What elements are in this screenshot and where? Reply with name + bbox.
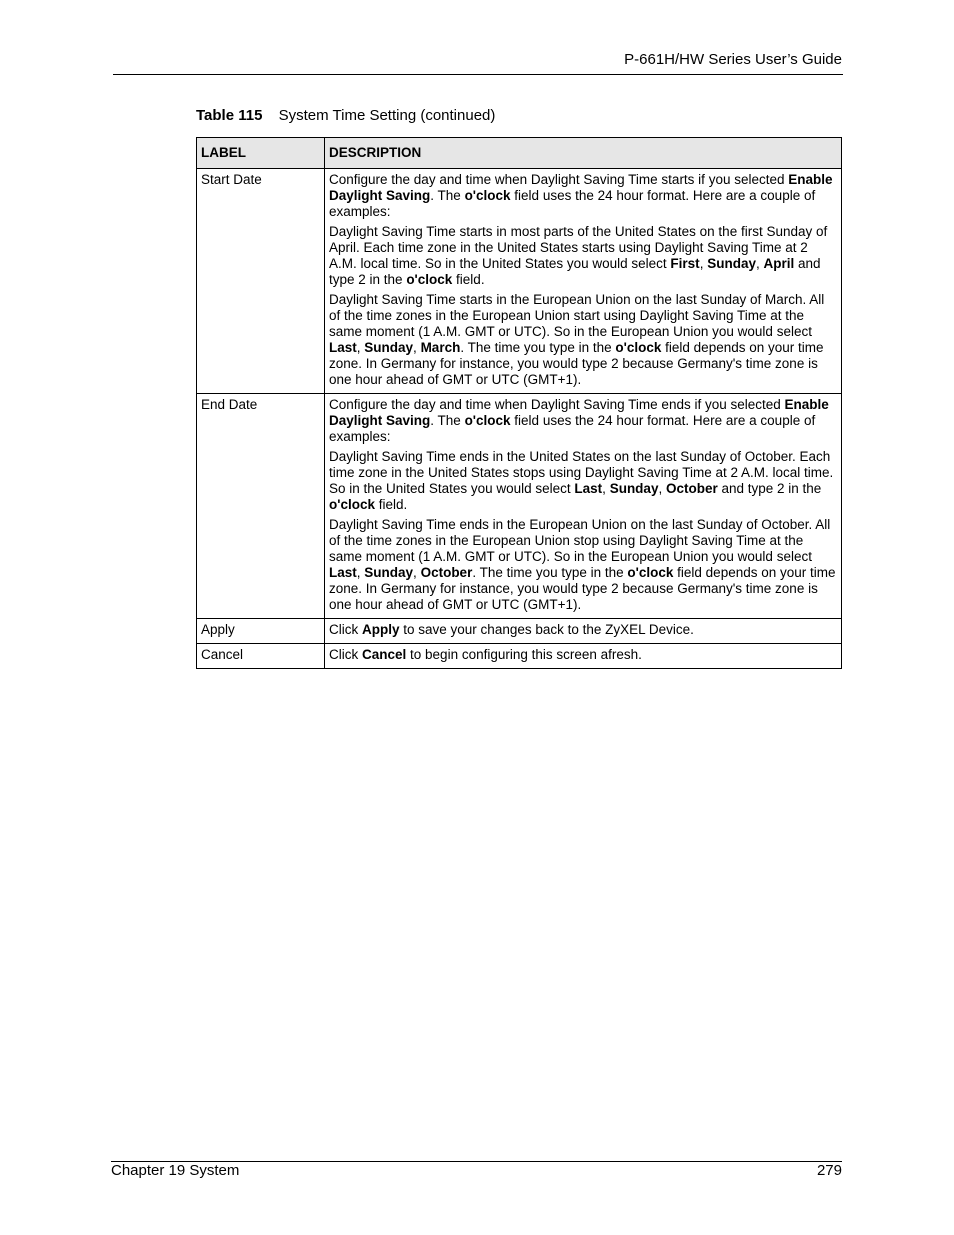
text-segment: Configure the day and time when Daylight Saving Time starts if you selected: [329, 172, 789, 187]
text-segment: field depends on your time zone. In Germany for instance, you would type 2 because Germany's time zone is one hour ahead of GMT or UTC (GMT+1).: [329, 340, 824, 387]
text-segment: Configure the day and time when Daylight Saving Time ends if you selected: [329, 397, 785, 412]
text-segment: field.: [452, 272, 485, 287]
description-paragraph: [329, 622, 837, 638]
text-segment: . The time you type in the: [472, 565, 628, 580]
bold-term: October: [665, 481, 718, 496]
row-description: [325, 394, 842, 619]
footer-page-number: 279: [816, 1162, 842, 1179]
text-segment: Daylight Saving Time starts in the European Union on the last Sunday of March. All of the time zones in the European Union start using Daylight Saving Time at the same moment (1 A.M. GMT or UTC). So in the European Union you would select: [329, 292, 825, 339]
row-label: Cancel: [197, 644, 325, 669]
text-segment: Daylight Saving Time ends in the European Union on the last Sunday of October. All of the time zones in the European Union stop using Daylight Saving Time at the same moment (1 A.M. GMT or UTC). So in the European Union you would select: [329, 517, 831, 564]
text-segment: ,: [658, 481, 666, 496]
description-paragraph: [329, 172, 837, 220]
table-row: [197, 644, 842, 669]
row-description: [325, 644, 842, 669]
bold-term: Apply: [362, 622, 400, 637]
bold-term: o'clock: [464, 188, 511, 203]
bold-term: Sunday: [364, 340, 414, 355]
description-paragraph: [329, 397, 837, 445]
bold-term: Sunday: [707, 256, 756, 271]
description-paragraph: [329, 292, 837, 388]
column-header-description: DESCRIPTION: [325, 138, 842, 169]
text-segment: and type 2 in the: [329, 256, 821, 287]
row-label: Start Date: [197, 169, 325, 394]
text-segment: ,: [356, 565, 365, 580]
bold-term: Cancel: [362, 647, 407, 662]
table-row: [197, 169, 842, 394]
bold-term: Sunday: [364, 565, 414, 580]
row-label: Apply: [197, 619, 325, 644]
bold-term: Sunday: [609, 481, 659, 496]
system-time-table: [196, 137, 842, 669]
row-label: End Date: [197, 394, 325, 619]
bold-term: o'clock: [464, 413, 511, 428]
bold-term: October: [420, 565, 473, 580]
text-segment: Daylight Saving Time ends in the United States on the last Sunday of October. Each time zone in the United States stops using Daylight Saving Time at 2 A.M. local time. So in the United States you would select: [329, 449, 834, 496]
text-segment: . The: [430, 413, 465, 428]
table-caption-number: Table 115: [196, 107, 263, 124]
table-row: [197, 619, 842, 644]
table-header-row: [197, 138, 842, 169]
bold-term: Last: [574, 481, 603, 496]
text-segment: ,: [356, 340, 365, 355]
footer-chapter: Chapter 19 System: [111, 1162, 240, 1179]
text-segment: . The: [430, 188, 465, 203]
table-row: [197, 394, 842, 619]
bold-term: March: [420, 340, 461, 355]
bold-term: o'clock: [406, 272, 453, 287]
column-header-label: LABEL: [197, 138, 325, 169]
table-caption-text: System Time Setting (continued): [278, 107, 496, 124]
header-rule: [113, 74, 843, 75]
bold-term: Enable Daylight Saving: [329, 172, 833, 203]
description-paragraph: [329, 224, 837, 288]
row-description: [325, 169, 842, 394]
bold-term: Last: [329, 340, 357, 355]
bold-term: April: [763, 256, 795, 271]
text-segment: and type 2 in the: [717, 481, 822, 496]
text-segment: field.: [374, 497, 408, 512]
text-segment: ,: [699, 256, 708, 271]
text-segment: ,: [602, 481, 610, 496]
text-segment: to save your changes back to the ZyXEL Device.: [399, 622, 694, 637]
bold-term: o'clock: [627, 565, 674, 580]
text-segment: field uses the 24 hour format. Here are a couple of examples:: [329, 413, 816, 444]
description-paragraph: [329, 449, 837, 513]
table-body: [197, 169, 842, 669]
header-title: P-661H/HW Series User’s Guide: [624, 51, 842, 68]
description-paragraph: [329, 647, 837, 663]
text-segment: field depends on your time zone. In Germany for instance, you would type 2 because Germany's time zone is one hour ahead of GMT or UTC (GMT+1).: [329, 565, 836, 612]
text-segment: ,: [755, 256, 764, 271]
row-description: [325, 619, 842, 644]
bold-term: Last: [329, 565, 357, 580]
text-segment: ,: [413, 565, 421, 580]
bold-term: o'clock: [615, 340, 662, 355]
table-caption: [196, 107, 495, 124]
bold-term: o'clock: [329, 497, 375, 512]
text-segment: field uses the 24 hour format. Here are a couple of examples:: [329, 188, 816, 219]
text-segment: . The time you type in the: [460, 340, 616, 355]
text-segment: ,: [413, 340, 421, 355]
bold-term: Enable Daylight Saving: [329, 397, 829, 428]
text-segment: Click: [329, 647, 362, 662]
text-segment: Daylight Saving Time starts in most parts of the United States on the first Sunday of April. Each time zone in the United States starts using Daylight Saving Time at 2 A.M. local time. So in the United States you would select: [329, 224, 828, 271]
bold-term: First: [670, 256, 700, 271]
text-segment: Click: [329, 622, 362, 637]
description-paragraph: [329, 517, 837, 613]
text-segment: to begin configuring this screen afresh.: [406, 647, 642, 662]
